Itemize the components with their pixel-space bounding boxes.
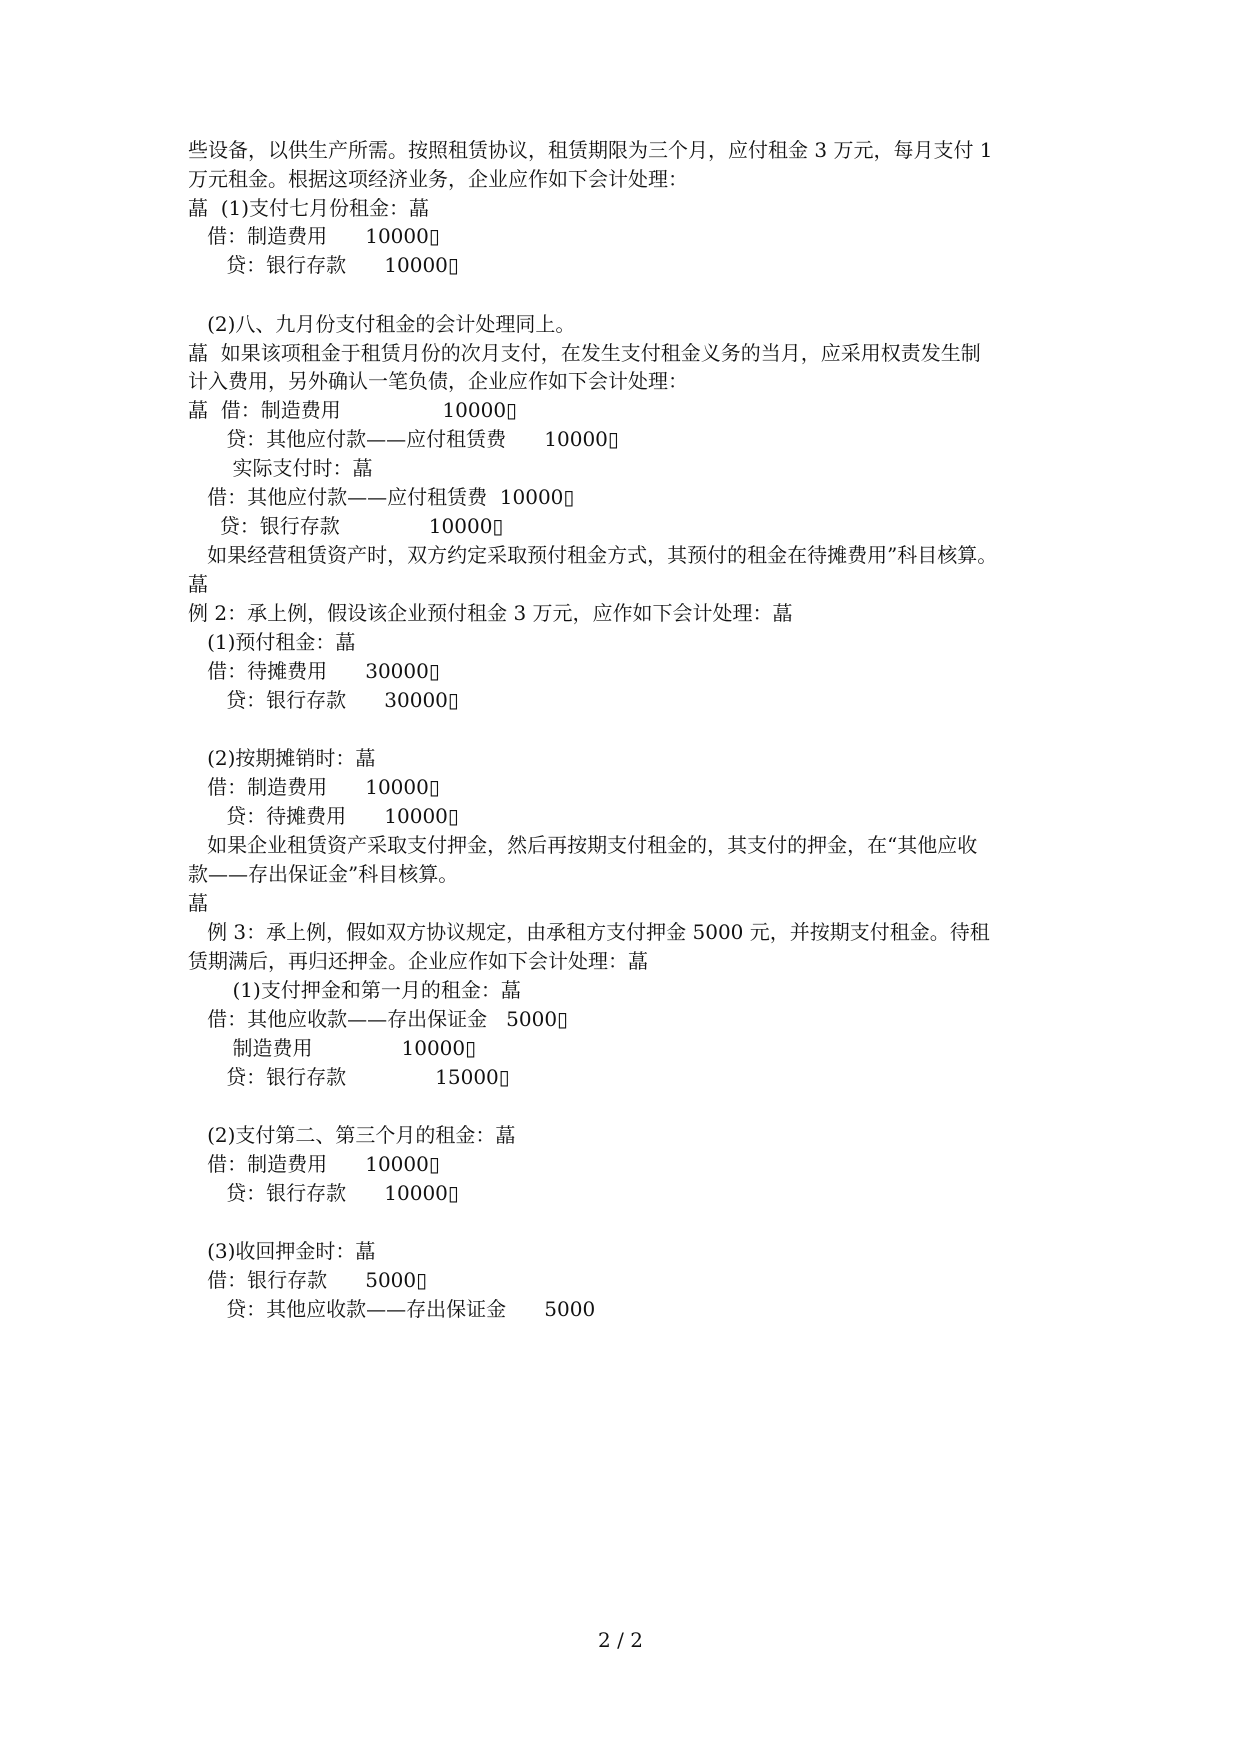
text-line: 制造费用 10000▯	[188, 1036, 477, 1060]
text-line: 贷：其他应收款——存出保证金 5000	[188, 1297, 596, 1321]
text-line: (2)支付第二、第三个月的租金：蕌	[188, 1123, 516, 1147]
text-line: 蕌	[188, 891, 208, 915]
text-line: 赁期满后，再归还押金。企业应作如下会计处理：蕌	[188, 949, 648, 973]
text-line: 贷：待摊费用 10000▯	[188, 804, 459, 828]
text-line: 计入费用，另外确认一笔负债，企业应作如下会计处理：	[188, 369, 688, 393]
text-line: (2)八、九月份支付租金的会计处理同上。	[188, 312, 576, 336]
text-line: 借：待摊费用 30000▯	[188, 659, 440, 683]
text-line: 贷：银行存款 10000▯	[188, 514, 504, 538]
text-line: 例 2：承上例，假设该企业预付租金 3 万元，应作如下会计处理：蕌	[188, 601, 793, 625]
text-line: 贷：银行存款 30000▯	[188, 688, 459, 712]
text-line: 借：银行存款 5000▯	[188, 1268, 428, 1292]
text-line: 蕌 借：制造费用 10000▯	[188, 398, 518, 422]
text-line: (3)收回押金时：蕌	[188, 1239, 376, 1263]
text-line: 例 3：承上例，假如双方协议规定，由承租方支付押金 5000 元，并按期支付租金。待租	[188, 920, 990, 944]
text-line: 万元租金。根据这项经济业务，企业应作如下会计处理：	[188, 167, 688, 191]
text-line: 借：制造费用 10000▯	[188, 775, 440, 799]
text-line: 实际支付时：蕌	[188, 456, 373, 480]
text-line: 蕌 如果该项租金于租赁月份的次月支付，在发生支付租金义务的当月，应采用权责发生制	[188, 341, 981, 365]
text-line: (2)按期摊销时：蕌	[188, 746, 376, 770]
page-number: 2 / 2	[598, 1628, 643, 1652]
text-line: 款——存出保证金”科目核算。	[188, 862, 459, 886]
text-line: 贷：其他应付款——应付租赁费 10000▯	[188, 427, 619, 451]
text-line: (1)预付租金：蕌	[188, 630, 356, 654]
text-line: 借：其他应收款——存出保证金 5000▯	[188, 1007, 569, 1031]
text-line: 蕌	[188, 572, 208, 596]
text-line: 蕌 (1)支付七月份租金：蕌	[188, 196, 430, 220]
text-line: 如果企业租赁资产采取支付押金，然后再按期支付租金的，其支付的押金，在“其他应收	[188, 833, 978, 857]
text-line: 贷：银行存款 10000▯	[188, 1181, 459, 1205]
text-line: 借：制造费用 10000▯	[188, 224, 440, 248]
text-line: (1)支付押金和第一月的租金：蕌	[188, 978, 521, 1002]
text-line: 些设备，以供生产所需。按照租赁协议，租赁期限为三个月，应付租金 3 万元，每月支付 1	[188, 138, 993, 162]
text-line: 借：制造费用 10000▯	[188, 1152, 440, 1176]
text-line: 如果经营租赁资产时，双方约定采取预付租金方式，其预付的租金在待摊费用”科目核算。	[188, 543, 998, 567]
text-line: 贷：银行存款 15000▯	[188, 1065, 510, 1089]
text-line: 贷：银行存款 10000▯	[188, 253, 459, 277]
text-line: 借：其他应付款——应付租赁费 10000▯	[188, 485, 575, 509]
